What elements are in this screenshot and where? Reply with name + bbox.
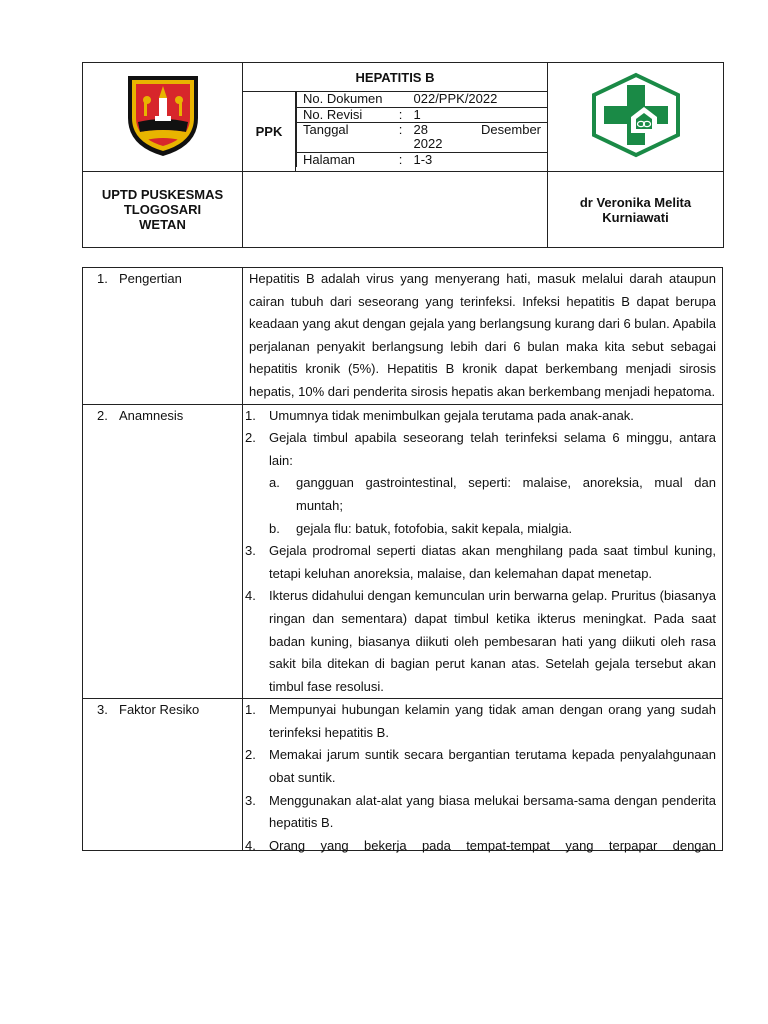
list-item: 1. Mempunyai hubungan kelamin yang tidak aman dengan orang yang sudah terinfeksi hepatitis B. — [245, 702, 716, 740]
section-number: 3. — [97, 702, 108, 718]
signatory-line: dr Veronika Melita — [579, 194, 692, 210]
document-header — [82, 62, 724, 248]
lettered-list — [269, 472, 716, 540]
list-item: 4. Ikterus didahului dengan kemunculan urin berwarna gelap. Pruritus (biasanya ringan dan sementara) dapat timbul ketika ikterus meningkat. Pada saat badan kuning, biasanya diikuti oleh pembesaran hati yang diikuti oleh rasa sakit bila ditekan di bagian perut kanan atas. Setelah gejala tersebut akan timbul fase resolusi. — [245, 588, 716, 694]
content-table — [82, 267, 723, 851]
meta-value-revision: 1 — [408, 107, 548, 122]
list-item: 2. Memakai jarum suntik secara bergantian terutama kepada penyalahgunaan obat suntik. — [245, 747, 716, 786]
section-body: Hepatitis B adalah virus yang menyerang hati, masuk melalui darah ataupun cairan tubuh dari seseorang yang terinfeksi. Infeksi hepatitis B dapat berupa keadaan yang akut dengan gejala yang berlangsung kurang dari 6 bulan. Apabila perjalanan penyakit berlangsung lebih dari 6 bulan maka kita sebut sebagai hepatitis kronik (5%). Hepatitis B kronik dapat berkembang menjadi sirosis hepatis, 10% dari penderita sirosis hepatis akan berkembang menjadi hepatoma. — [243, 268, 723, 405]
numbered-list — [245, 699, 716, 857]
meta-label: No. Revisi — [297, 107, 394, 122]
signatory-name — [548, 172, 724, 248]
numbered-list — [245, 405, 716, 699]
ppk-label: PPK — [243, 92, 296, 172]
list-item: 4. Orang yang bekerja pada tempat-tempat yang terpapar dengan — [245, 837, 716, 853]
date-year: 2022 — [413, 135, 443, 151]
section-body — [243, 699, 723, 851]
date-day: 28 — [413, 121, 428, 137]
org-line: WETAN — [139, 217, 186, 232]
sub-list-item: b. gejala flu: batuk, fotofobia, sakit kepala, mialgia. — [269, 520, 573, 536]
list-item: 2. Gejala timbul apabila seseorang telah terinfeksi selama 6 minggu, antara lain: a. gangguan gastrointestinal, seperti: malaise, anoreksia, mual dan muntah; b. gejala flu: batuk, fotofobia, sakit kepala, mialgia. — [249, 427, 716, 540]
section-row — [83, 404, 723, 699]
list-item: 1. Umumnya tidak menimbulkan gejala terutama pada anak-anak. — [245, 407, 634, 423]
puskesmas-logo-cell — [548, 63, 724, 172]
section-row — [83, 268, 723, 405]
section-body — [243, 404, 723, 699]
section-row — [83, 699, 723, 851]
sub-list-item: a. gangguan gastrointestinal, seperti: malaise, anoreksia, mual dan muntah; — [269, 475, 716, 513]
document-meta-cell — [296, 92, 548, 172]
semarang-city-crest-logo — [124, 72, 202, 158]
section-heading — [83, 699, 243, 851]
org-line: UPTD PUSKESMAS — [101, 187, 224, 202]
puskesmas-logo — [590, 73, 682, 157]
meta-colon: : — [398, 151, 403, 167]
section-title: Pengertian — [119, 271, 182, 286]
org-line: TLOGOSARI — [123, 202, 202, 217]
meta-colon — [394, 92, 408, 107]
organization-name — [83, 172, 243, 248]
meta-label: No. Dokumen — [297, 92, 394, 107]
date-month: Desember — [481, 121, 541, 137]
document-meta-table — [296, 92, 547, 167]
city-crest-cell — [83, 63, 243, 172]
section-heading — [83, 268, 243, 405]
section-number: 1. — [97, 271, 108, 286]
meta-label: Halaman — [297, 152, 394, 167]
section-number: 2. — [97, 407, 108, 423]
signature-area — [243, 172, 548, 248]
meta-value-pages: 1-3 — [413, 151, 433, 167]
section-heading — [83, 404, 243, 699]
meta-value-document-number: 022/PPK/2022 — [408, 92, 548, 107]
meta-colon: : — [394, 122, 408, 152]
document-title: HEPATITIS B — [243, 63, 548, 92]
meta-value-date — [408, 122, 548, 152]
meta-label: Tanggal — [297, 122, 394, 152]
list-item: 3. Gejala prodromal seperti diatas akan menghilang pada saat timbul kuning, tetapi keluhan anoreksia, malaise, dan kelemahan dapat menetap. — [245, 543, 716, 581]
meta-colon: : — [394, 107, 408, 122]
signatory-line: Kurniawati — [602, 209, 669, 225]
list-item: 3. Menggunakan alat-alat yang biasa melukai bersama-sama dengan penderita hepatitis B. — [245, 792, 716, 831]
section-title: Anamnesis — [119, 407, 184, 423]
section-title: Faktor Resiko — [119, 702, 200, 718]
